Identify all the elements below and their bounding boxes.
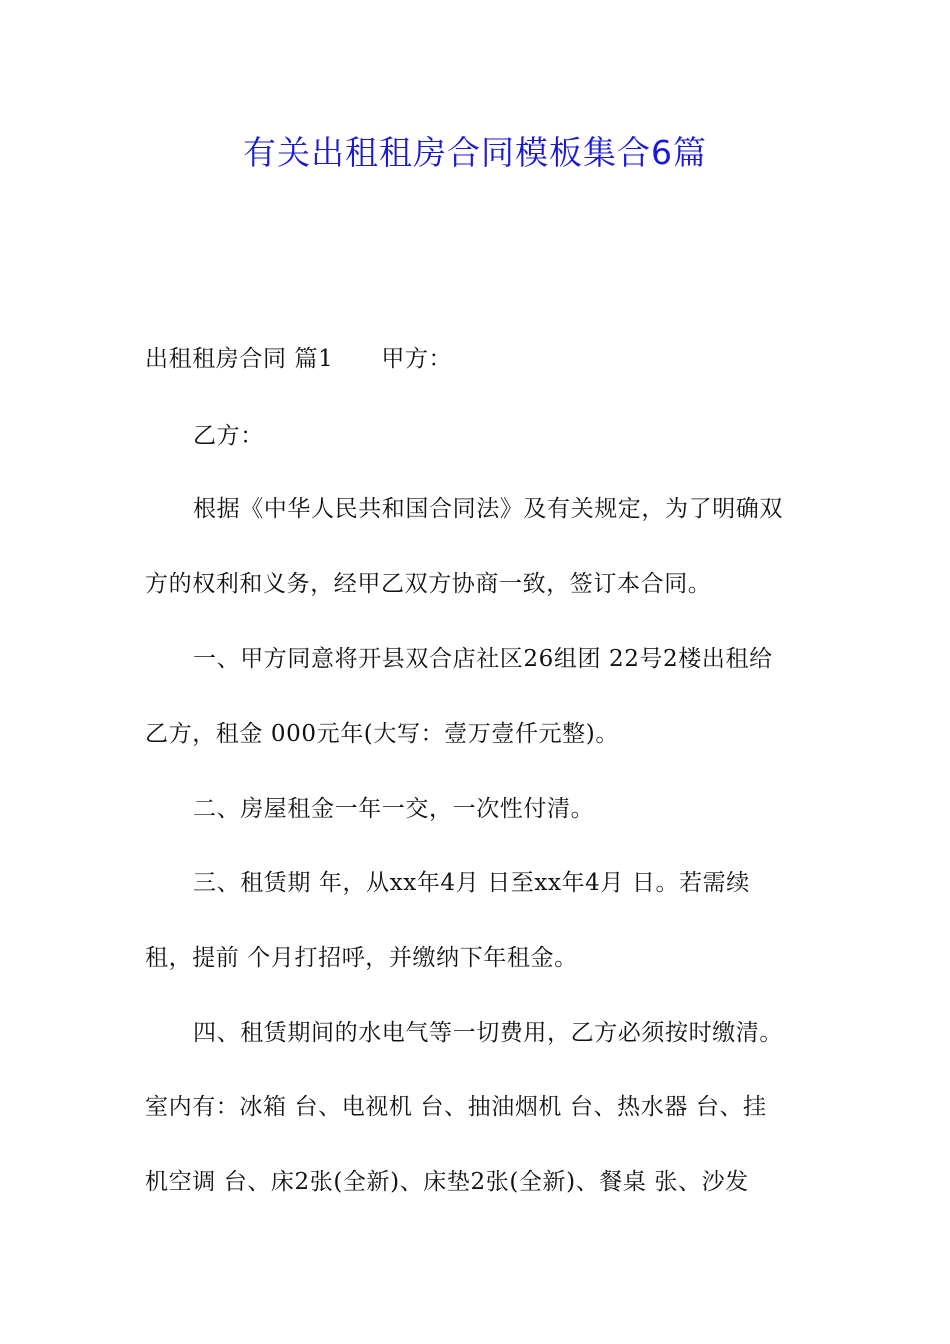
paragraph-line <box>145 341 810 377</box>
contract-heading: 出租租房合同 篇1 <box>145 346 334 372</box>
paragraph-line: 机空调 台、床2张(全新)、床垫2张(全新)、餐桌 张、沙发 <box>145 1169 749 1195</box>
paragraph-line: 四、租赁期间的水电气等一切费用，乙方必须按时缴清。 <box>193 1020 783 1046</box>
paragraph-line: 室内有：冰箱 台、电视机 台、抽油烟机 台、热水器 台、挂 <box>145 1094 767 1120</box>
paragraph-line: 乙方，租金 000元年(大写：壹万壹仟元整)。 <box>145 721 619 747</box>
paragraph-line: 方的权利和义务，经甲乙双方协商一致，签订本合同。 <box>145 571 712 597</box>
paragraph-line: 三、租赁期 年，从xx年4月 日至xx年4月 日。若需续 <box>193 870 750 896</box>
paragraph-line: 二、房屋租金一年一交，一次性付清。 <box>193 796 595 822</box>
document-title: 有关出租租房合同模板集合6篇 <box>243 133 707 172</box>
party-b-label: 乙方： <box>193 423 264 449</box>
paragraph-line: 根据《中华人民共和国合同法》及有关规定，为了明确双 <box>193 496 783 522</box>
paragraph-line: 一、甲方同意将开县双合店社区26组团 22号2楼出租给 <box>193 646 773 672</box>
party-a-label: 甲方： <box>381 346 453 372</box>
paragraph-line: 租，提前 个月打招呼，并缴纳下年租金。 <box>145 945 578 971</box>
